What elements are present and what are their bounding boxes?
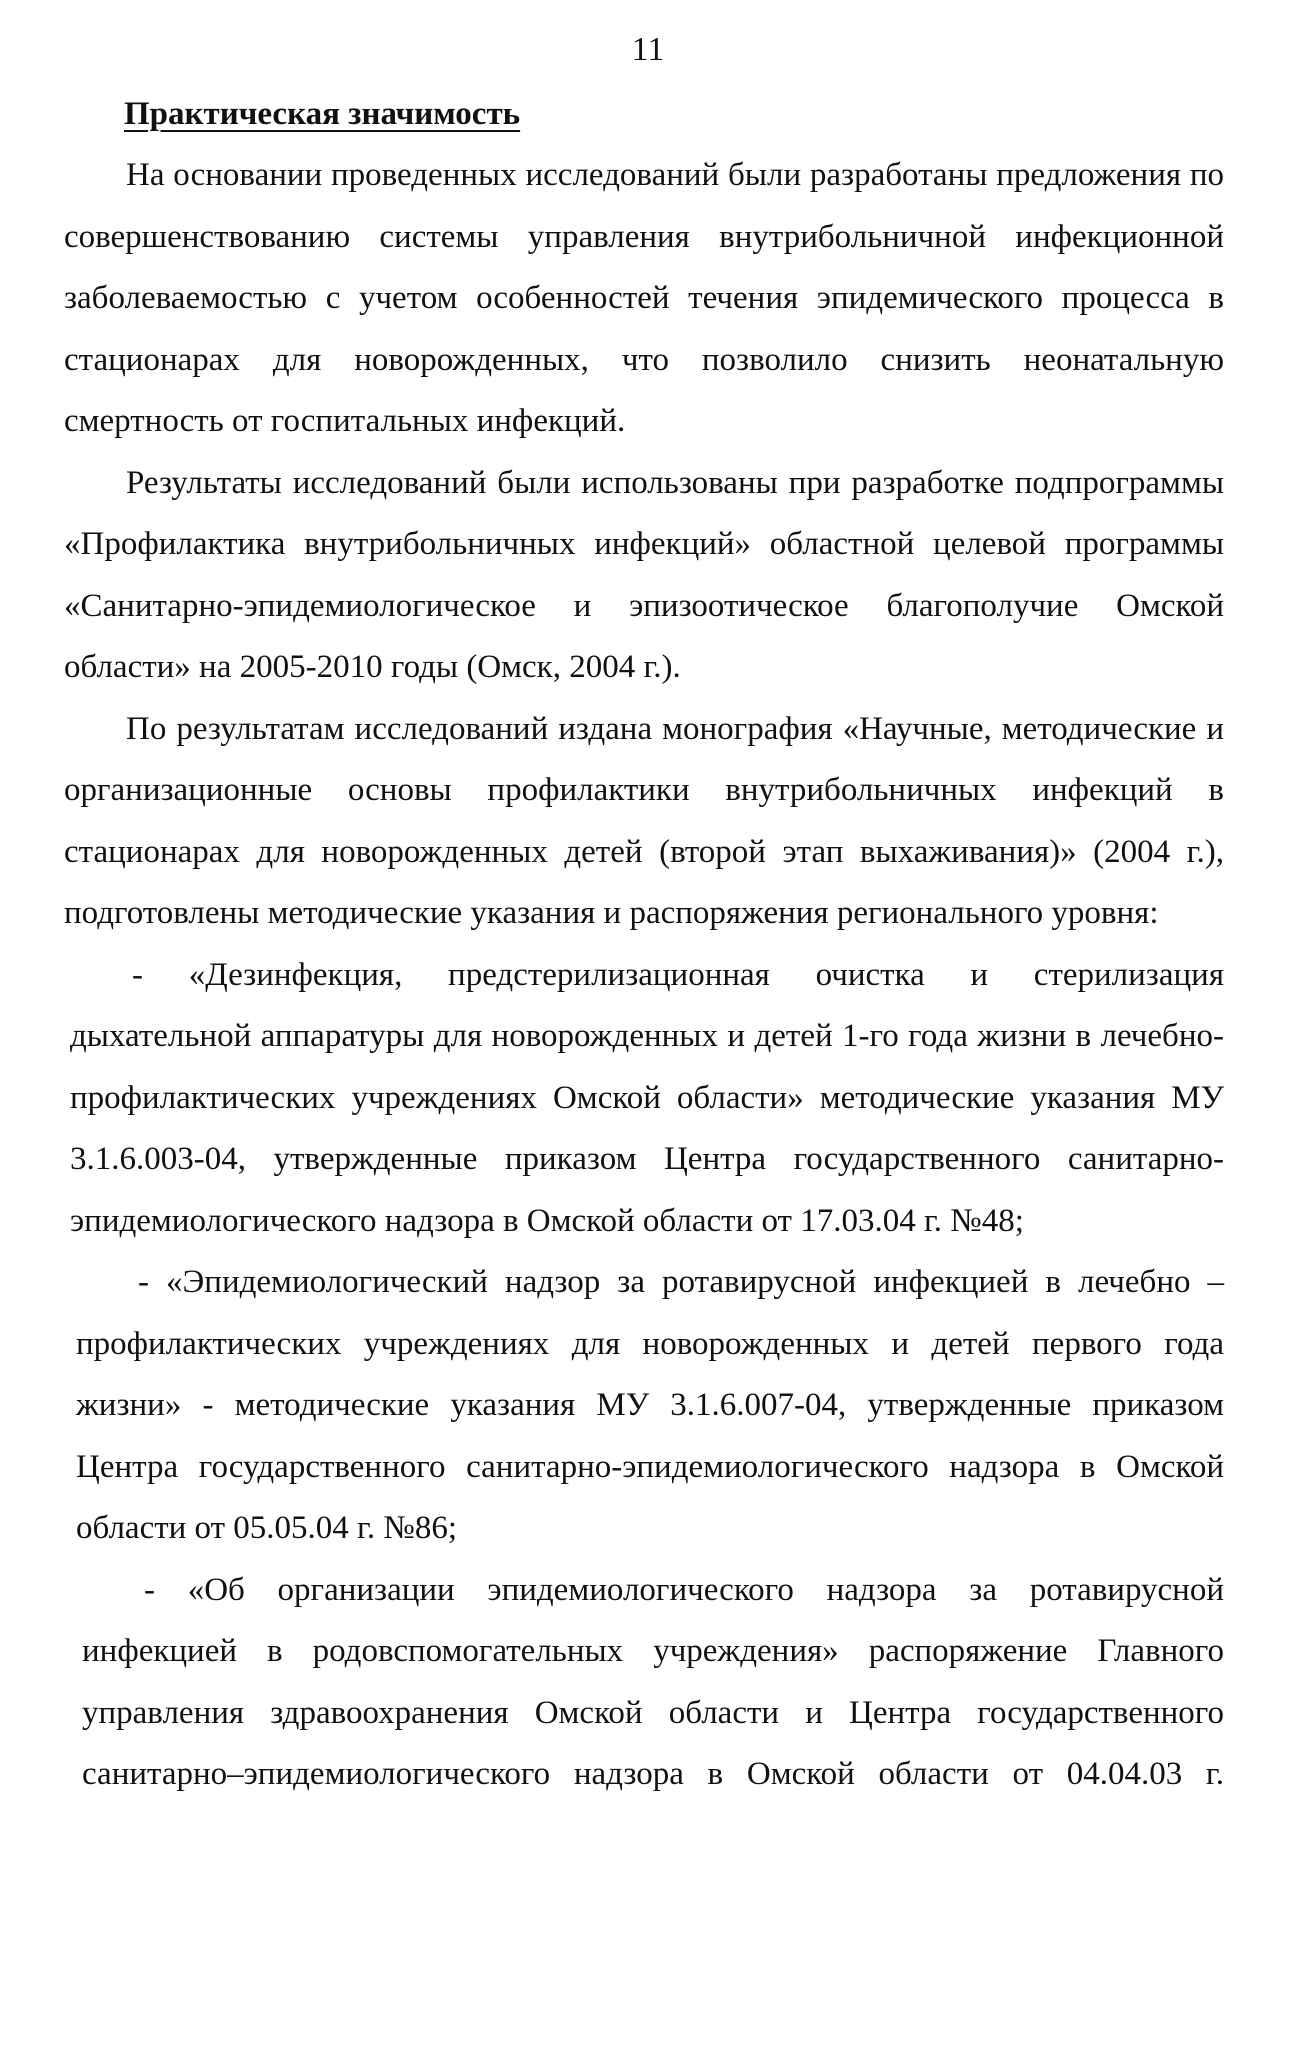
paragraph: На основании проведенных исследований были разработаны предложения по совершенствованию системы управления внутрибольничной инфекционной заболеваемостью с учетом особенностей течения эпидемического процесса в стационарах для новорожденных, что позволило снизить неонатальную смертность от госпитальных инфекций.	[64, 157, 1224, 439]
list-item: - «Эпидемиологический надзор за ротавирусной инфекцией в лечебно – профилактических учреждениях для новорожденных и детей первого года жизни» - методические указания МУ 3.1.6.007-04, утвержденные приказом Центра государственного санитарно-эпидемиологического надзора в Омской области от 05.05.04 г. №86;	[76, 1264, 1224, 1546]
list-item: - «Об организации эпидемиологического надзора за ротавирусной инфекцией в родовспомогательных учреждения» распоряжение Главного управления здравоохранения Омской области и Центра государственного санитарно–эпидемиологического надзора в Омской области от 04.04.03 г.	[82, 1571, 1224, 1792]
page-number: 11	[631, 31, 665, 68]
list-item: - «Дезинфекция, предстерилизационная очистка и стерилизация дыхательной аппаратуры для новорожденных и детей 1-го года жизни в лечебно-профилактических учреждениях Омской области» методические указания МУ 3.1.6.003-04, утвержденные приказом Центра государственного санитарно-эпидемиологического надзора в Омской области от 17.03.04 г. №48;	[70, 956, 1224, 1239]
section-heading: Практическая значимость	[124, 96, 521, 132]
paragraph: По результатам исследований издана монография «Научные, методические и организационные основы профилактики внутрибольничных инфекций в стационарах для новорожденных детей (второй этап выхаживания)» (2004 г.), подготовлены методические указания и распоряжения регионального уровня:	[64, 710, 1224, 931]
document-body	[64, 145, 1224, 1806]
paragraph: Результаты исследований были использованы при разработке подпрограммы «Профилактика внутрибольничных инфекций» областной целевой программы «Санитарно-эпидемиологическое и эпизоотическое благополучие Омской области» на 2005-2010 годы (Омск, 2004 г.).	[64, 464, 1224, 685]
